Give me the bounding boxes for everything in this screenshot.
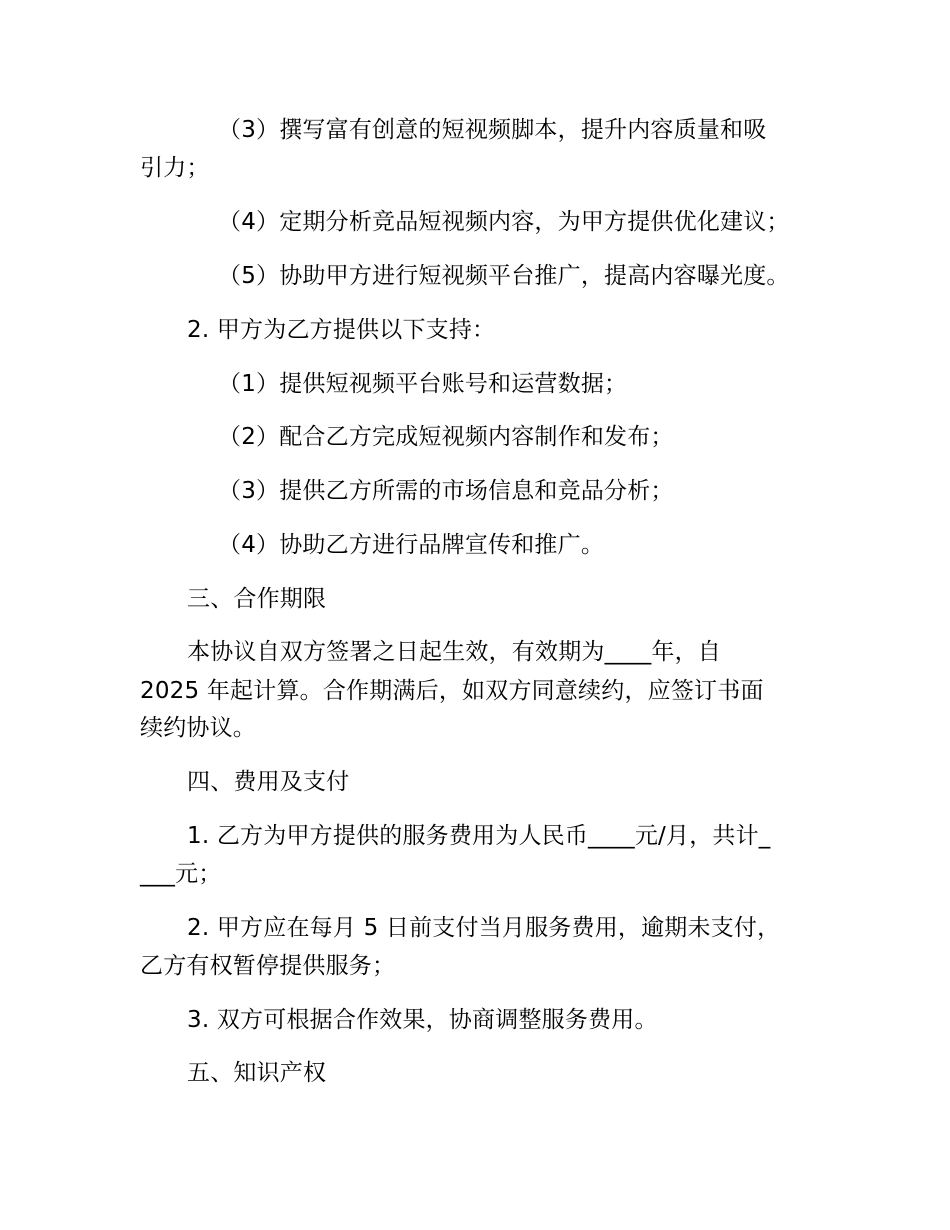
clause-item-4: （4）定期分析竞品短视频内容，为甲方提供优化建议； [218, 209, 790, 235]
section-3-heading: 三、合作期限 [187, 586, 327, 612]
support-item-3: （3）提供乙方所需的市场信息和竞品分析； [218, 478, 674, 504]
fee-item-1-line-1: 1. 乙方为甲方提供的服务费用为人民币____元/月，共计_ [187, 823, 771, 849]
fee-item-2-line-1: 2. 甲方应在每月 5 日前支付当月服务费用，逾期未支付， [187, 915, 781, 941]
fee-item-1-line-2: ___元； [140, 861, 222, 887]
term-paragraph-line-3: 续约协议。 [140, 715, 256, 741]
support-item-2: （2）配合乙方完成短视频内容制作和发布； [218, 424, 674, 450]
term-paragraph-line-2: 2025 年起计算。合作期满后，如双方同意续约，应签订书面 [140, 678, 764, 704]
clause-item-5: （5）协助甲方进行短视频平台推广，提高内容曝光度。 [218, 263, 790, 289]
fee-item-3: 3. 双方可根据合作效果，协商调整服务费用。 [187, 1007, 658, 1033]
term-paragraph-line-1: 本协议自双方签署之日起生效，有效期为____年，自 [187, 639, 721, 665]
fee-item-2-line-2: 乙方有权暂停提供服务； [140, 953, 396, 979]
support-item-1: （1）提供短视频平台账号和运营数据； [218, 371, 628, 397]
clause-item-3-line-2: 引力； [140, 155, 210, 181]
clause-2-heading: 2. 甲方为乙方提供以下支持： [187, 317, 496, 343]
section-5-heading: 五、知识产权 [187, 1060, 327, 1086]
support-item-4: （4）协助乙方进行品牌宣传和推广。 [218, 532, 605, 558]
clause-item-3-line-1: （3）撰写富有创意的短视频脚本，提升内容质量和吸 [218, 117, 767, 143]
section-4-heading: 四、费用及支付 [187, 769, 350, 795]
